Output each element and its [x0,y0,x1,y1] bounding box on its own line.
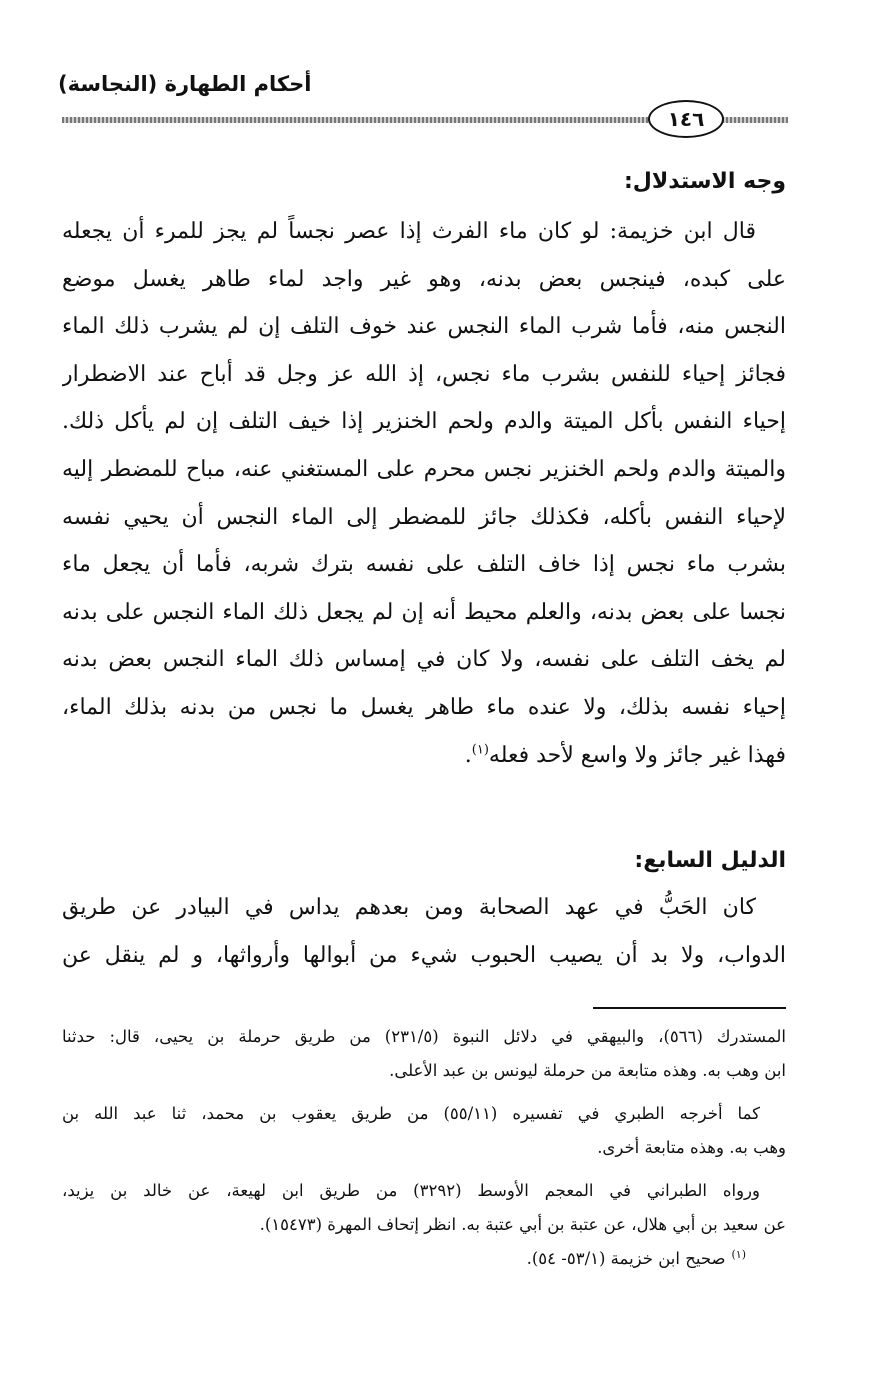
footnote-1-text: صحيح ابن خزيمة (٥٣/١- ٥٤). [526,1249,726,1268]
page-number: ١٤٦ [648,100,724,138]
text-line: الدواب، ولا بد أن يصيب الحبوب شيء من أبوالها وأرواثها، و لم ينقل عن [62,942,786,968]
text-line-final [62,732,786,780]
section-body-seventh-evidence [62,884,786,979]
footnote-reference[interactable]: (١) [471,742,489,758]
footnotes [62,1020,786,1276]
footnote-line: عن سعيد بن أبي هلال، عن عتبة بن أبي عتبة به. انظر إتحاف المهرة (١٥٤٧٣). [259,1215,786,1234]
text-line: النجس منه، فأما شرب الماء النجس عند خوف التلف إن لم يشرب ذلك الماء [62,314,786,340]
text-line: إحياء النفس بأكل الميتة والدم ولحم الخنزير إذا خيف التلف إن لم يأكل ذلك. [62,409,786,435]
footnote-line: المستدرك (٥٦٦)، والبيهقي في دلائل النبوة (٢٣١/٥) من طريق حرملة بن يحيى، قال: حدثنا [62,1027,786,1046]
text-line: قال ابن خزيمة: لو كان ماء الفرث إذا عصر نجساً لم يجز للمرء أن يجعله [62,219,756,244]
text-line: لم يخف التلف على نفسه، ولا كان في إمساس ذلك الماء النجس بعض بدنه [62,647,786,673]
footnote-line: ابن وهب به. وهذه متابعة من حرملة ليونس بن عبد الأعلى. [389,1061,786,1080]
footnote-1 [62,1242,786,1276]
text-line: فجائز إحياء للنفس بشرب ماء نجس، إذ الله عز وجل قد أباح عند الاضطرار [62,361,786,387]
text-line: والميتة والدم ولحم الخنزير نجس محرم على المستغني عنه، مباح للمضطر إليه [62,456,786,482]
running-title: أحكام الطهارة (النجاسة) [58,72,312,96]
section-heading-seventh-evidence: الدليل السابع: [634,848,786,873]
text-line: كان الحَبُّ في عهد الصحابة ومن بعدهم يداس في البيادر عن طريق [62,895,756,920]
footnote-line: كما أخرجه الطبري في تفسيره (٥٥/١١) من طريق يعقوب بن محمد، ثنا عبد الله بن [62,1104,760,1123]
final-line-period: . [464,742,472,768]
footnote-number: (١) [731,1247,746,1261]
final-line-text: فهذا غير جائز ولا واسع لأحد فعله [488,742,786,768]
text-line: بشرب ماء نجس إذا خاف التلف على نفسه بترك شربه، فأما أن يجعل ماء [62,552,786,578]
footnote-line: ورواه الطبراني في المعجم الأوسط (٣٢٩٢) من طريق ابن لهيعة، عن خالد بن يزيد، [62,1181,760,1200]
footnote-line: وهب به. وهذه متابعة أخرى. [597,1138,786,1157]
footnote-separator [593,1007,786,1009]
text-line: نجسا على بعض بدنه، والعلم محيط أنه إن لم يجعل ذلك الماء النجس على بدنه [62,599,786,625]
section-heading-inference: وجه الاستدلال: [623,169,786,194]
text-line: على كبده، فينجس بعض بدنه، وهو غير واجد لماء طاهر يغسل موضع [62,266,786,292]
text-line: إحياء نفسه بذلك، ولا عنده ماء طاهر يغسل ما نجس من بدنه بذلك الماء، [62,694,786,720]
section-body-inference [62,208,786,779]
text-line: لإحياء النفس بأكله، فكذلك جائز للمضطر إلى الماء النجس أن يحيي نفسه [62,504,786,530]
